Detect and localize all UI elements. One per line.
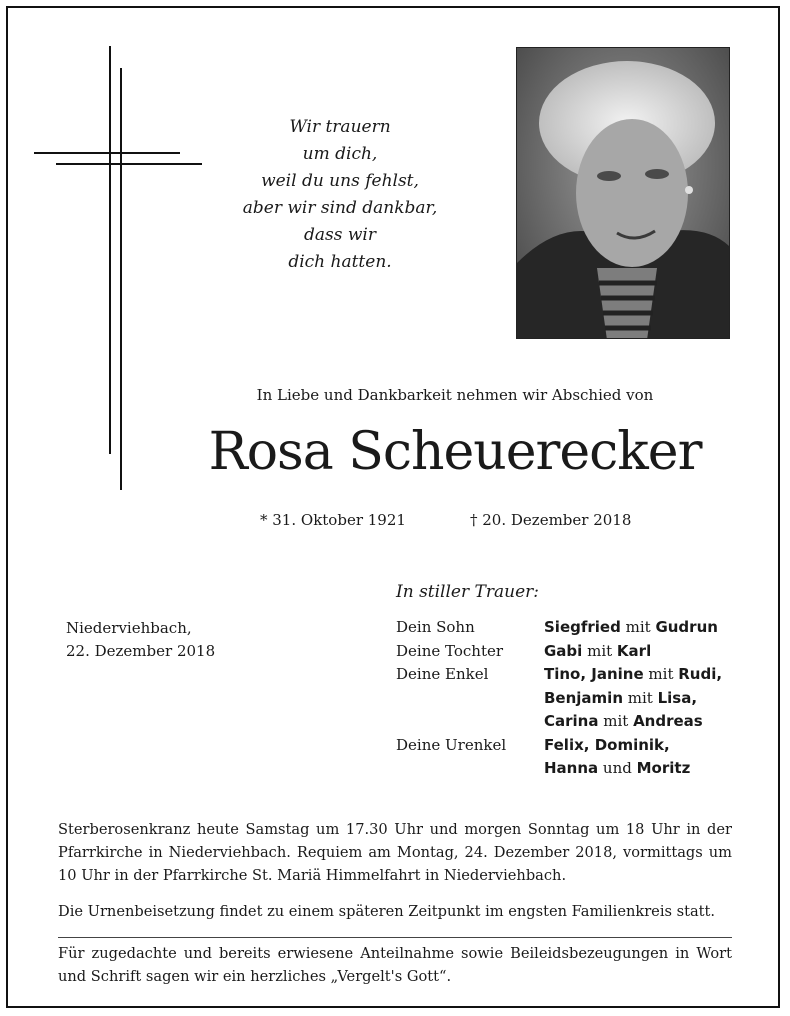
family-member-name: Rudi,	[678, 665, 723, 683]
family-row	[396, 687, 722, 711]
family-connector: mit	[643, 665, 679, 683]
family-connector: mit	[623, 688, 658, 707]
poem-line: Wir trauern	[289, 117, 391, 137]
family-member-name: Gabi	[544, 641, 583, 660]
family-member-name: Karl	[616, 641, 652, 660]
family-member-name: Siegfried	[544, 618, 621, 636]
family-row	[396, 640, 722, 664]
divider	[58, 937, 732, 938]
intro-text: In Liebe und Dankbarkeit nehmen wir Abschied von	[256, 386, 654, 404]
place: Niederviehbach,	[66, 619, 192, 637]
family-member-name: Tino, Janine	[544, 665, 644, 683]
family-member-name: Gudrun	[655, 618, 718, 636]
family-row	[396, 757, 722, 781]
urn-text: Die Urnenbeisetzung findet zu einem späteren Zeitpunkt im engsten Familienkreis statt.	[58, 903, 716, 920]
birth-date: * 31. Oktober 1921	[260, 511, 406, 529]
place-date	[66, 617, 215, 663]
family-connector: und	[598, 759, 637, 777]
family-relation: Deine Enkel	[396, 665, 489, 683]
death-date: † 20. Dezember 2018	[470, 511, 632, 529]
family-relation	[396, 710, 544, 734]
poem-line: um dich,	[302, 144, 378, 164]
family-names	[544, 663, 722, 687]
poem-line: dass wir	[304, 225, 376, 245]
family-row	[396, 616, 722, 640]
family-member-name: Moritz	[636, 759, 691, 777]
family-names	[544, 616, 718, 640]
family-member-name: Hanna	[544, 759, 599, 777]
family-row	[396, 734, 722, 758]
mourning-heading: In stiller Trauer:	[396, 582, 539, 602]
family-member-name: Andreas	[633, 712, 703, 730]
poem-line: weil du uns fehlst,	[261, 171, 419, 191]
family-names	[544, 757, 690, 781]
family-member-name: Benjamin	[544, 688, 623, 707]
life-dates	[260, 511, 631, 529]
family-names	[544, 687, 697, 711]
family-relation: Deine Tochter	[396, 641, 504, 660]
poem-line: aber wir sind dankbar,	[242, 198, 438, 218]
family-row	[396, 710, 722, 734]
family-connector: mit	[620, 618, 656, 636]
poem	[230, 114, 450, 276]
family-member-name: Carina	[544, 712, 599, 730]
family-names	[544, 734, 670, 758]
family-names	[544, 640, 651, 664]
family-connector: mit	[582, 641, 617, 660]
family-relation	[396, 757, 544, 781]
place-date-line: 22. Dezember 2018	[66, 642, 216, 660]
thanks-text: Für zugedachte und bereits erwiesene Anteilnahme sowie Beileidsbezeugungen in Wort und Schrift sagen wir ein herzliches „Vergelt's Gott“.	[58, 945, 732, 985]
family-row	[396, 663, 722, 687]
family-relation	[396, 687, 544, 711]
portrait-photo	[516, 47, 730, 339]
family-names	[544, 710, 703, 734]
family-list	[396, 616, 722, 781]
poem-line: dich hatten.	[288, 252, 392, 272]
family-member-name: Felix, Dominik,	[544, 735, 670, 754]
family-member-name: Lisa,	[657, 688, 698, 707]
service-text: Sterberosenkranz heute Samstag um 17.30 Uhr und morgen Sonntag um 18 Uhr in der Pfarrkirche in Niederviehbach. Requiem am Montag, 24. Dezember 2018, vormittags um 10 Uhr in der Pfarrkirche St. Mariä Himmelfahrt in Niederviehbach.	[58, 821, 732, 884]
deceased-name: Rosa Scheuerecker	[208, 422, 702, 482]
family-relation: Deine Urenkel	[396, 735, 507, 754]
family-relation: Dein Sohn	[396, 618, 475, 636]
family-connector: mit	[598, 712, 634, 730]
